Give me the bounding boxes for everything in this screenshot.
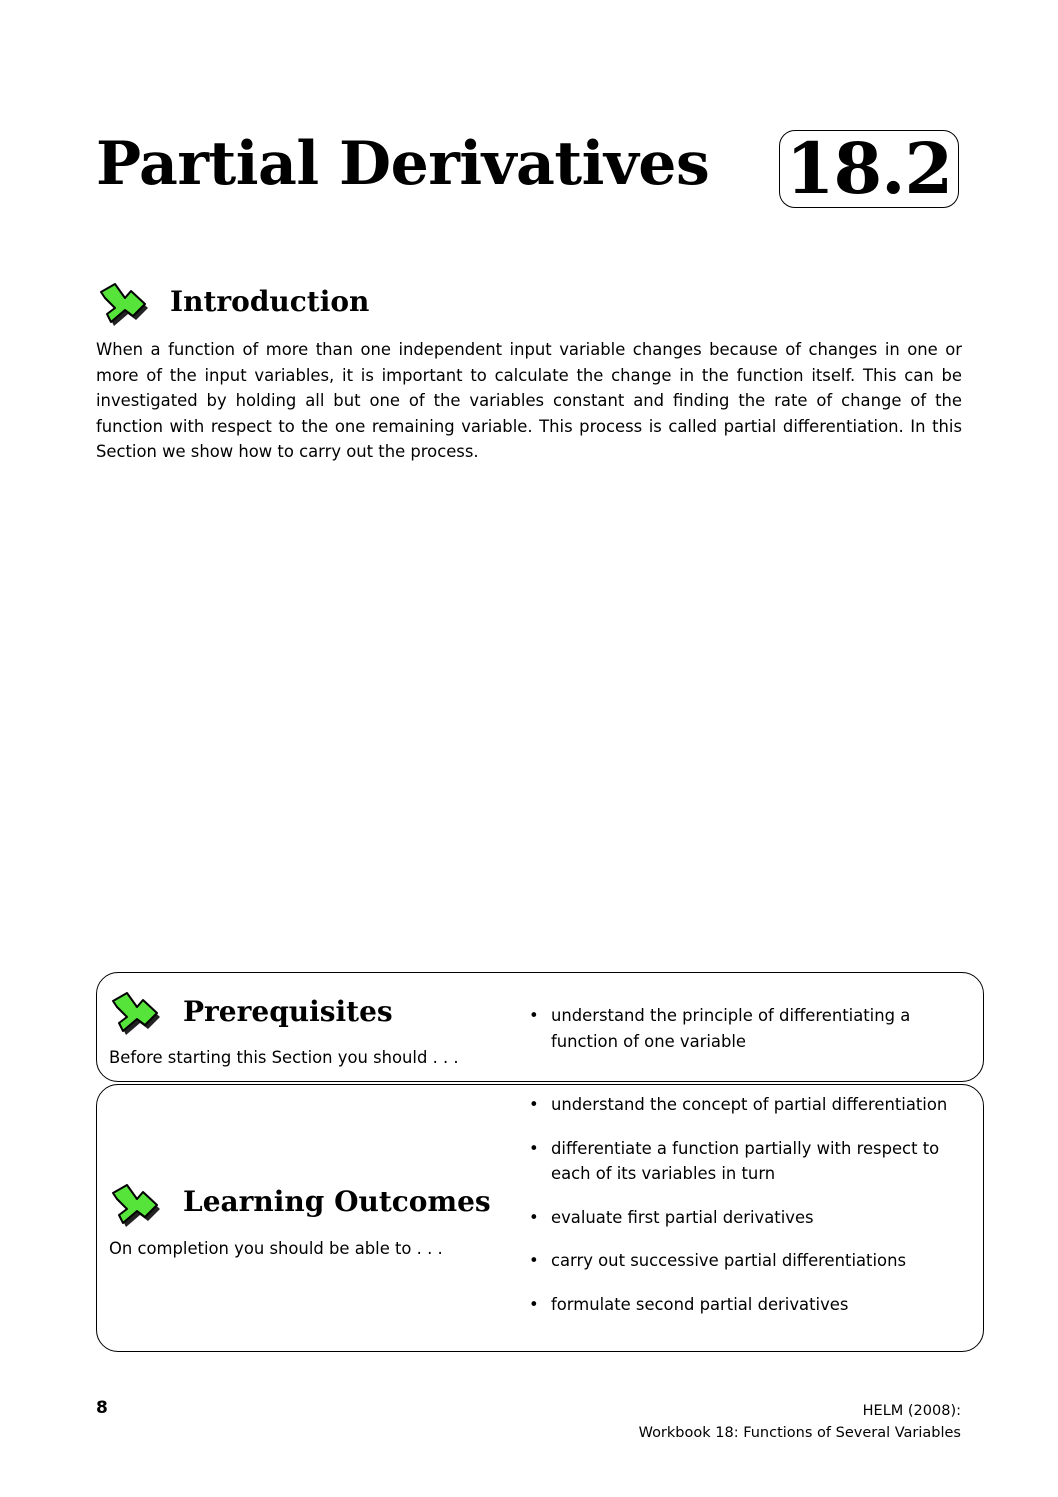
introduction-heading: Introduction: [170, 285, 370, 318]
list-item-text: formulate second partial derivatives: [551, 1294, 849, 1314]
list-item: [529, 1205, 949, 1231]
bullet-icon: •: [529, 1095, 539, 1114]
section-number-badge: 18.2: [779, 130, 959, 208]
bullet-icon: •: [529, 1251, 539, 1270]
list-item-text: carry out successive partial differentiations: [551, 1251, 906, 1270]
prerequisites-subtext: Before starting this Section you should . . .: [109, 1048, 459, 1067]
prerequisites-box: [96, 972, 984, 1082]
prerequisites-list: [529, 1003, 949, 1054]
list-item: [529, 1248, 949, 1274]
list-item: [529, 1292, 949, 1318]
list-item: [529, 1092, 949, 1118]
list-item: [529, 1003, 949, 1054]
list-item-text: understand the concept of partial differentiation: [551, 1095, 948, 1114]
bullet-icon: •: [529, 1006, 539, 1025]
green-arrow-icon: [107, 1179, 162, 1229]
list-item: [529, 1136, 949, 1187]
list-item-text: evaluate first partial derivatives: [551, 1207, 814, 1227]
bullet-icon: •: [529, 1294, 539, 1314]
learning-outcomes-box: [96, 1084, 984, 1352]
page-title: Partial Derivatives: [96, 129, 710, 199]
introduction-text: When a function of more than one independent input variable changes because of changes in one or more of the input variables, it is important to calculate the change in the function itself. This can be investigated by holding all but one of the variables constant and finding the rate of change of the function with respect to the one remaining variable. This process is called partial differentiation. In this Section we show how to carry out the process.: [96, 340, 962, 461]
footer-citation: [639, 1400, 961, 1444]
footer-workbook: Workbook 18: Functions of Several Variables: [638, 1425, 961, 1441]
prerequisites-heading: Prerequisites: [183, 995, 393, 1028]
learning-outcomes-subtext: On completion you should be able to . . .: [109, 1239, 443, 1258]
bullet-icon: •: [529, 1138, 539, 1158]
green-arrow-icon: [95, 278, 150, 328]
list-item-text: differentiate a function partially with respect to each of its variables in turn: [551, 1138, 940, 1183]
list-item-text: understand the principle of differentiating a function of one variable: [551, 1006, 911, 1051]
learning-outcomes-list: [529, 1092, 949, 1317]
page-number: 8: [96, 1398, 108, 1418]
footer-publication: HELM (2008):: [862, 1403, 961, 1419]
learning-outcomes-heading: Learning Outcomes: [183, 1185, 491, 1218]
bullet-icon: •: [529, 1207, 539, 1227]
green-arrow-icon: [107, 987, 162, 1037]
